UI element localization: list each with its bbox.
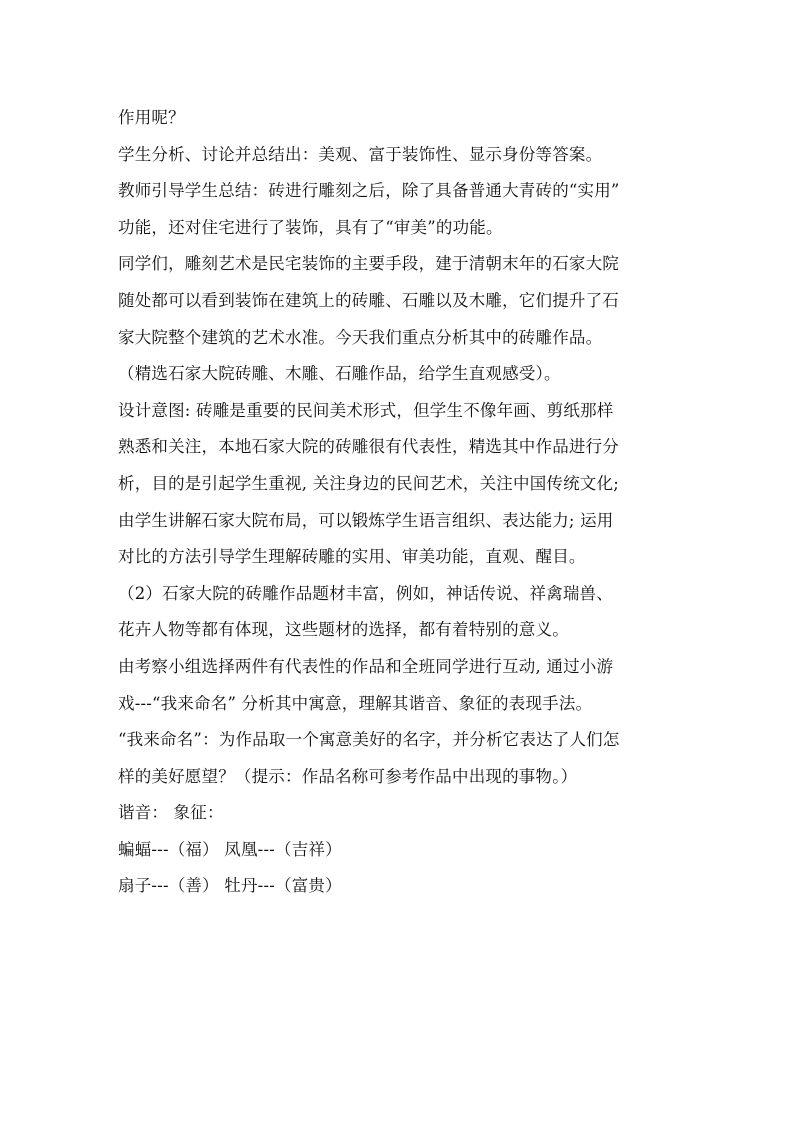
text-line: （精选石家大院砖雕、木雕、石雕作品，给学生直观感受）。 bbox=[118, 364, 561, 384]
text-line: 析，目的是引起学生重视, 关注身边的民间艺术，关注中国传统文化; bbox=[118, 473, 619, 493]
text-line: 随处都可以看到装饰在建筑上的砖雕、石雕以及木雕，它们提升了石 bbox=[118, 290, 619, 310]
text-line: 学生分析、讨论并总结出：美观、富于装饰性、显示身份等答案。 bbox=[118, 144, 603, 164]
text-line: 熟悉和关注，本地石家大院的砖雕很有代表性，精选其中作品进行分 bbox=[118, 437, 619, 457]
text-line: 作用呢？ bbox=[118, 108, 185, 127]
text-line: 设计意图: 砖雕是重要的民间美术形式，但学生不像年画、剪纸那样 bbox=[118, 400, 614, 420]
text-line: 谐音： 象征： bbox=[118, 803, 224, 823]
text-line: 由学生讲解石家大院布局，可以锻炼学生语言组织、表达能力; 运用 bbox=[118, 510, 614, 530]
text-line: “我来命名”：为作品取一个寓意美好的名字，并分析它表达了人们怎 bbox=[118, 730, 620, 750]
text-line: 扇子---（善） 牡丹---（富贵） bbox=[118, 876, 342, 896]
text-line: 样的美好愿望？（提示：作品名称可参考作品中出现的事物。） bbox=[118, 766, 578, 786]
text-line: 对比的方法引导学生理解砖雕的实用、审美功能，直观、醒目。 bbox=[118, 547, 586, 567]
text-line: 由考察小组选择两件有代表性的作品和全班同学进行互动, 通过小游 bbox=[118, 656, 614, 676]
text-line: 家大院整个建筑的艺术水准。今天我们重点分析其中的砖雕作品。 bbox=[118, 327, 603, 347]
document-body bbox=[118, 100, 678, 905]
text-line: 花卉人物等都有体现，这些题材的选择，都有着特别的意义。 bbox=[118, 620, 569, 640]
text-line: 戏---“我来命名” 分析其中寓意，理解其谐音、象征的表现手法。 bbox=[118, 693, 593, 713]
text-line: 蝙蝠---（福） 凤凰---（吉祥） bbox=[118, 839, 342, 859]
text-line: （2）石家大院的砖雕作品题材丰富，例如，神话传说、祥禽瑞兽、 bbox=[118, 583, 613, 603]
text-line: 功能，还对住宅进行了装饰，具有了“审美”的功能。 bbox=[118, 217, 503, 237]
text-line: 教师引导学生总结：砖进行雕刻之后，除了具备普通大青砖的“实用” bbox=[118, 181, 620, 201]
text-line: 同学们，雕刻艺术是民宅装饰的主要手段，建于清朝末年的石家大院 bbox=[118, 254, 619, 274]
